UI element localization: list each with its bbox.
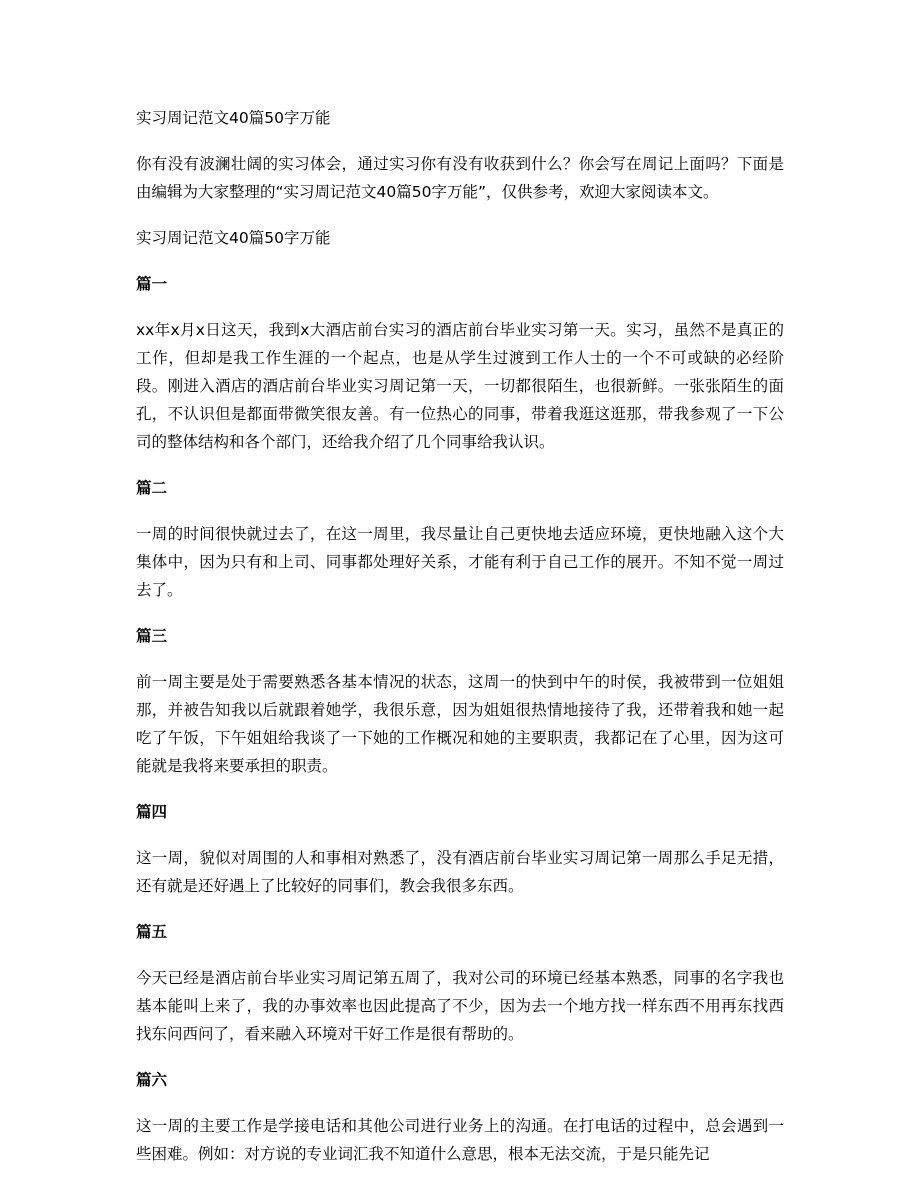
document-subtitle: 实习周记范文40篇50字万能 [136,229,331,247]
section-text-1: xx年x月x日这天，我到x大酒店前台实习的酒店前台毕业实习第一天。实习，虽然不是真正的工作，但却是我工作生涯的一个起点，也是从学生过渡到工作人士的一个不可或缺的必经阶段。刚进入酒店的酒店前台毕业实习周记第一天，一切都很陌生，也很新鲜。一张张陌生的面孔，不认识但是都面带微笑很友善。有一位热心的同事，带着我逛这逛那，带我参观了一下公司的整体结构和各个部门，还给我介绍了几个同事给我认识。 [136,321,784,451]
section-text-4: 这一周，貌似对周围的人和事相对熟悉了，没有酒店前台毕业实习周记第一周那么手足无措，还有就是还好遇上了比较好的同事们，教会我很多东西。 [136,849,784,895]
intro-paragraph: 你有没有波澜壮阔的实习体会，通过实习你有没有收获到什么？你会写在周记上面吗？下面是由编辑为大家整理的“实习周记范文40篇50字万能”，仅供参考，欢迎大家阅读本文。 [136,155,784,201]
section-heading-1: 篇一 [136,275,168,293]
section-heading-3: 篇三 [136,627,168,645]
section-text-3: 前一周主要是处于需要熟悉各基本情况的状态，这周一的快到中午的时侯，我被带到一位姐姐那，并被告知我以后就跟着她学，我很乐意，因为姐姐很热情地接待了我，还带着我和她一起吃了午饭，下午姐姐给我谈了一下她的工作概况和她的主要职责，我都记在了心里，因为这可能就是我将来要承担的职责。 [136,673,784,775]
section-heading-2: 篇二 [136,479,168,497]
section-text-2: 一周的时间很快就过去了，在这一周里，我尽量让自己更快地去适应环境，更快地融入这个大集体中，因为只有和上司、同事都处理好关系，才能有利于自己工作的展开。不知不觉一周过去了。 [136,525,784,599]
section-text-6: 这一周的主要工作是学接电话和其他公司进行业务上的沟通。在打电话的过程中，总会遇到一些困难。例如：对方说的专业词汇我不知道什么意思，根本无法交流，于是只能先记 [136,1117,784,1163]
document-title: 实习周记范文40篇50字万能 [136,109,331,127]
section-text-5: 今天已经是酒店前台毕业实习周记第五周了，我对公司的环境已经基本熟悉，同事的名字我也基本能叫上来了，我的办事效率也因此提高了不少，因为去一个地方找一样东西不用再东找西找东问西问了，看来融入环境对干好工作是很有帮助的。 [136,969,784,1043]
section-heading-6: 篇六 [136,1071,168,1089]
document-page [136,104,784,1186]
section-heading-4: 篇四 [136,803,168,821]
section-heading-5: 篇五 [136,923,168,941]
